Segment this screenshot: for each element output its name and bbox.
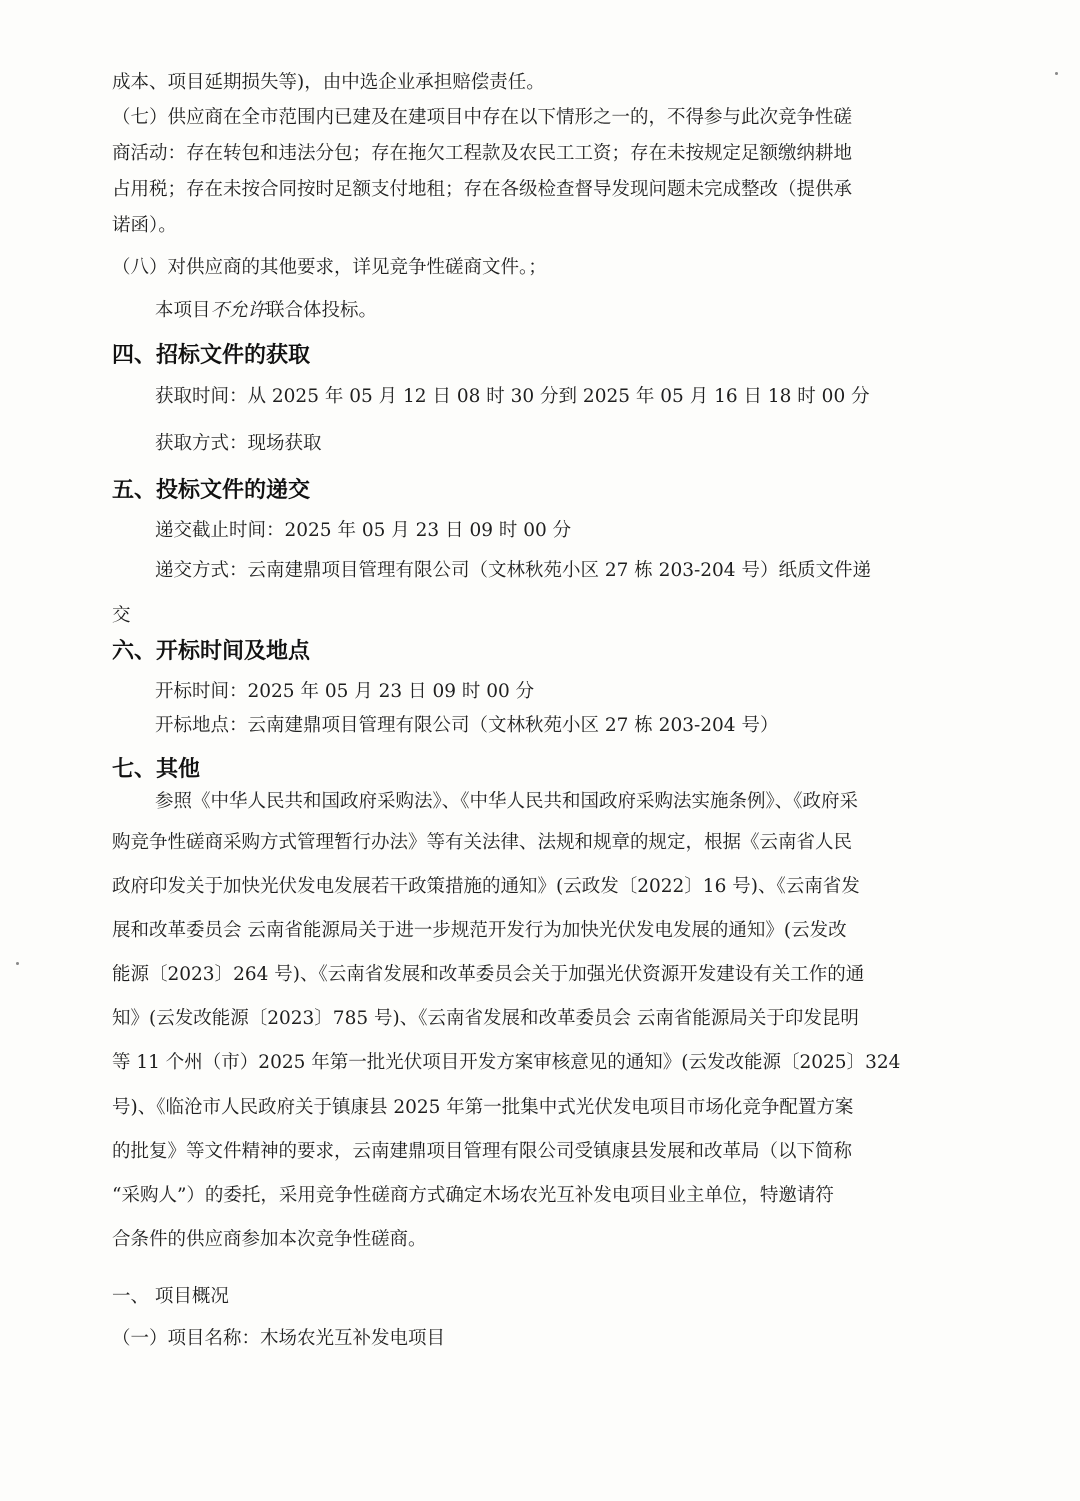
section-heading-4: 四、招标文件的获取 (112, 343, 311, 368)
scan-speck (16, 962, 19, 965)
scan-speck (1055, 72, 1058, 75)
paragraph-line: 的批复》等文件精神的要求，云南建鼎项目管理有限公司受镇康县发展和改革局（以下简称 (112, 1141, 853, 1162)
paragraph-line: 能源〔2023〕264 号)、《云南省发展和改革委员会关于加强光伏资源开发建设有关工作的通 (112, 964, 865, 985)
acquisition-time: 获取时间：从 2025 年 05 月 12 日 08 时 30 分到 2025 年 05 月 16 日 18 时 00 分 (155, 386, 870, 407)
submission-deadline: 递交截止时间：2025 年 05 月 23 日 09 时 00 分 (155, 520, 572, 541)
paragraph-line: 等 11 个州（市）2025 年第一批光伏项目开发方案审核意见的通知》(云发改能源〔2025〕324 (112, 1052, 901, 1073)
text-line: 诺函）。 (112, 215, 177, 236)
project-name-line: （一）项目名称：木场农光互补发电项目 (112, 1328, 446, 1349)
paragraph-line: 参照《中华人民共和国政府采购法》、《中华人民共和国政府采购法实施条例》、《政府采 (155, 791, 859, 812)
text-part: 本项目 (155, 300, 211, 321)
clause-eight: （八）对供应商的其他要求，详见竞争性磋商文件。； (112, 257, 547, 278)
opening-location: 开标地点：云南建鼎项目管理有限公司（文林秋苑小区 27 栋 203-204 号） (155, 715, 779, 736)
text-line: 成本、项目延期损失等)，由中选企业承担赔偿责任。 (112, 72, 545, 93)
handwritten-fill: 不允许 (210, 300, 267, 321)
paragraph-line: 政府印发关于加快光伏发电发展若干政策措施的通知》(云政发〔2022〕16 号)、《云南省发 (112, 876, 860, 897)
submission-method: 递交方式：云南建鼎项目管理有限公司（文林秋苑小区 27 栋 203-204 号）纸质文件递 (155, 560, 871, 581)
text-line: 交 (112, 605, 131, 626)
consortium-statement (155, 299, 377, 323)
opening-time: 开标时间：2025 年 05 月 23 日 09 时 00 分 (155, 681, 535, 702)
section-heading-6: 六、开标时间及地点 (112, 639, 311, 664)
text-line: 占用税；存在未按合同按时足额支付地租；存在各级检查督导发现问题未完成整改（提供承 (112, 179, 853, 200)
clause-seven: （七）供应商在全市范围内已建及在建项目中存在以下情形之一的，不得参与此次竞争性磋 (112, 107, 853, 128)
section-heading-7: 七、其他 (112, 757, 201, 782)
paragraph-line: “采购人”）的委托，采用竞争性磋商方式确定木场农光互补发电项目业主单位，特邀请符 (112, 1185, 834, 1206)
text-part: 联合体投标。 (266, 300, 378, 321)
text-line: 商活动：存在转包和违法分包；存在拖欠工程款及农民工工资；存在未按规定足额缴纳耕地 (112, 143, 853, 164)
paragraph-line: 合条件的供应商参加本次竞争性磋商。 (112, 1229, 427, 1250)
paragraph-line: 号)、《临沧市人民政府关于镇康县 2025 年第一批集中式光伏发电项目市场化竞争配置方案 (112, 1097, 854, 1118)
subsection-heading: 一、 项目概况 (112, 1286, 229, 1307)
paragraph-line: 购竞争性磋商采购方式管理暂行办法》等有关法律、法规和规章的规定，根据《云南省人民 (112, 832, 853, 853)
section-heading-5: 五、投标文件的递交 (112, 478, 311, 503)
paragraph-line: 知》(云发改能源〔2023〕785 号)、《云南省发展和改革委员会 云南省能源局关于印发昆明 (112, 1008, 859, 1029)
paragraph-line: 展和改革委员会 云南省能源局关于进一步规范开发行为加快光伏发电发展的通知》(云发改 (112, 920, 847, 941)
acquisition-method: 获取方式：现场获取 (155, 433, 322, 454)
